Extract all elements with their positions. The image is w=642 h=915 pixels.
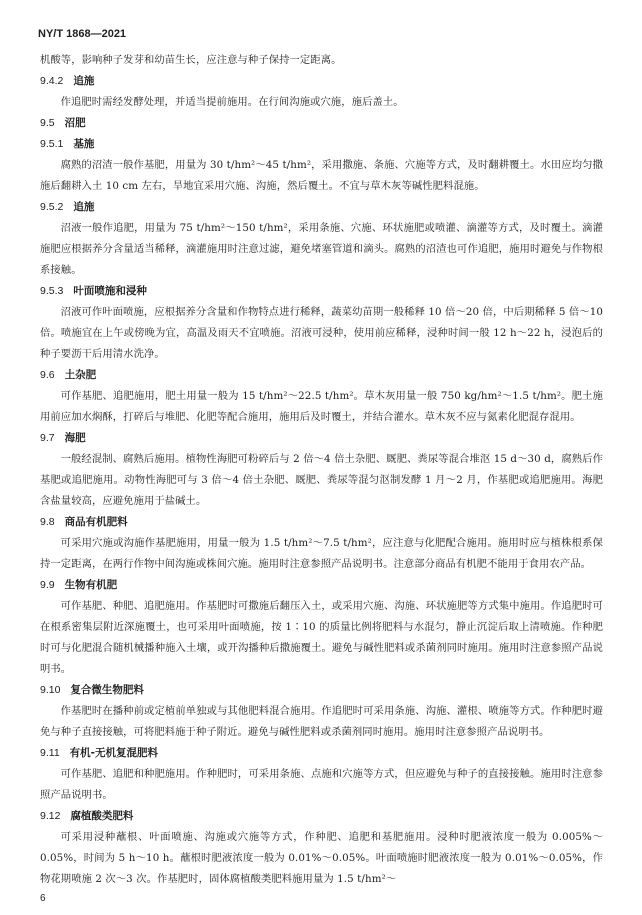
section-heading — [40, 113, 603, 134]
section-title: 基施 — [73, 138, 95, 150]
section-number: 9.5.3 — [40, 285, 64, 297]
section-number: 9.5.1 — [40, 138, 64, 150]
section-heading — [40, 512, 603, 533]
section-heading — [40, 134, 603, 155]
section-number: 9.5.2 — [40, 201, 64, 213]
section-9-4-2 — [40, 71, 603, 113]
section-9-7 — [40, 428, 603, 512]
section-number: 9.12 — [40, 810, 61, 822]
section-title: 土杂肥 — [64, 369, 97, 381]
section-paragraph: 可采用浸种蘸根、叶面喷施、沟施或穴施等方式，作种肥、追肥和基肥施用。浸种时肥液浓度一般为 0.005%～0.05%，时间为 5 h～10 h。蘸根时肥液浓度一般为 0.01%～0.05%。叶面喷施时肥液浓度一般为 0.01%～0.05%，作物花期喷施 2 次～3 次。作基肥时，固体腐植酸类肥料施用量为 1.5 t/hm²～ — [40, 831, 603, 885]
section-title: 追施 — [73, 201, 95, 213]
section-paragraph: 可作基肥、追肥和种肥施用。作种肥时，可采用条施、点施和穴施等方式，但应避免与种子的直接接触。施用时注意参照产品说明书。 — [40, 768, 603, 801]
section-number: 9.11 — [40, 747, 60, 759]
section-paragraph: 作追肥时需经发酵处理，并适当提前施用。在行间沟施或穴施，施后盖土。 — [60, 96, 404, 108]
section-9-9 — [40, 575, 603, 680]
section-heading — [40, 71, 603, 92]
section-heading — [40, 197, 603, 218]
section-title: 沼肥 — [64, 117, 86, 129]
section-number: 9.6 — [40, 369, 55, 381]
section-9-5-1 — [40, 134, 603, 197]
section-paragraph: 沼液一般作追肥，用量为 75 t/hm²～150 t/hm²，采用条施、穴施、环状施肥或喷灌、滴灌等方式，及时覆土。滴灌施肥应根据养分含量适当稀释，滴灌施用时注意过滤，避免堵塞管道和滴头。腐熟的沼渣也可作追肥，施用时避免与作物根系接触。 — [40, 222, 603, 276]
section-9-10 — [40, 680, 603, 743]
section-title: 腐植酸类肥料 — [70, 810, 134, 822]
section-paragraph: 沼液可作叶面喷施，应根据养分含量和作物特点进行稀释，蔬菜幼苗期一般稀释 10 倍～20 倍，中后期稀释 5 倍～10 倍。喷施宜在上午或傍晚为宜，高温及雨天不宜喷施。沼液可浸种，使用前应稀释，浸种时间一般 12 h～22 h，浸泡后的种子要沥干后用清水洗净。 — [40, 306, 603, 360]
section-paragraph: 腐熟的沼渣一般作基肥，用量为 30 t/hm²～45 t/hm²，采用撒施、条施、穴施等方式，及时翻耕覆土。水田应均匀撒施后翻耕入土 10 cm 左右，旱地宜采用穴施、沟施，然后覆土。不宜与草木灰等碱性肥料混施。 — [40, 159, 603, 192]
section-heading — [40, 575, 603, 596]
section-title: 商品有机肥料 — [64, 516, 128, 528]
section-number: 9.8 — [40, 516, 55, 528]
section-9-5-2 — [40, 197, 603, 281]
section-paragraph: 可采用穴施或沟施作基肥施用，用量一般为 1.5 t/hm²～7.5 t/hm²，应注意与化肥配合施用。施用时应与植株根系保持一定距离，在两行作物中间沟施或株间穴施。施用时注意参照产品说明书。注意部分商品有机肥不能用于食用农产品。 — [40, 537, 603, 570]
section-title: 有机-无机复混肥料 — [69, 747, 159, 759]
section-9-8 — [40, 512, 603, 575]
section-number: 9.9 — [40, 579, 55, 591]
section-paragraph: 可作基肥、种肥、追肥施用。作基肥时可撒施后翻压入土，或采用穴施、沟施、环状施肥等方式集中施用。作追肥时可在根系密集层附近深施覆土，也可采用叶面喷施，按 1∶10 的质量比例将肥料与水混匀，静止沉淀后取上清喷施。作种肥时可与化肥混合随机械播种施入土壤，或开沟播种后撒施覆土。避免与碱性肥料或杀菌剂同时施用。施用时注意参照产品说明书。 — [40, 600, 603, 675]
section-title: 追施 — [73, 75, 95, 87]
section-heading — [40, 428, 603, 449]
section-title: 海肥 — [64, 432, 86, 444]
section-heading — [40, 806, 603, 827]
section-number: 9.4.2 — [40, 75, 64, 87]
section-title: 生物有机肥 — [64, 579, 118, 591]
section-heading — [40, 281, 603, 302]
section-number: 9.7 — [40, 432, 55, 444]
section-9-5 — [40, 113, 603, 134]
standard-code: NY/T 1868—2021 — [38, 28, 127, 40]
document-body — [40, 50, 603, 890]
section-9-6 — [40, 365, 603, 428]
section-9-12 — [40, 806, 603, 890]
section-paragraph: 一般经混制、腐熟后施用。植物性海肥可粉碎后与 2 倍～4 倍土杂肥、厩肥、粪尿等混合堆沤 15 d～30 d，腐熟后作基肥或追肥施用。动物性海肥可与 3 倍～4 倍土杂肥、厩肥、粪尿等混匀沤制发酵 1 月～2 月，作基肥或追肥施用。海肥含盐量较高，应避免施用于盐碱土。 — [40, 453, 603, 507]
section-title: 复合微生物肥料 — [70, 684, 144, 696]
section-heading — [40, 680, 603, 701]
section-heading — [40, 743, 603, 764]
section-title: 叶面喷施和浸种 — [73, 285, 147, 297]
section-heading — [40, 365, 603, 386]
section-number: 9.5 — [40, 117, 55, 129]
section-paragraph: 可作基肥、追肥施用，肥土用量一般为 15 t/hm²～22.5 t/hm²。草木灰用量一般 750 kg/hm²～1.5 t/hm²。肥土施用前应加水焖酥，打碎后与堆肥、化肥等配合施用，施用后及时覆土，并结合灌水。草木灰不应与氮素化肥混存混用。 — [40, 390, 603, 423]
continuation-paragraph: 机酸等，影响种子发芽和幼苗生长，应注意与种子保持一定距离。 — [40, 54, 342, 66]
section-paragraph: 作基肥时在播种前或定植前单独或与其他肥料混合施用。作追肥时可采用条施、沟施、灌根、喷施等方式。作种肥时避免与种子直接接触，可将肥料施于种子附近。避免与碱性肥料或杀菌剂同时施用。施用时注意参照产品说明书。 — [40, 705, 603, 738]
page-number: 6 — [40, 893, 46, 904]
section-9-5-3 — [40, 281, 603, 365]
section-number: 9.10 — [40, 684, 61, 696]
section-9-11 — [40, 743, 603, 806]
